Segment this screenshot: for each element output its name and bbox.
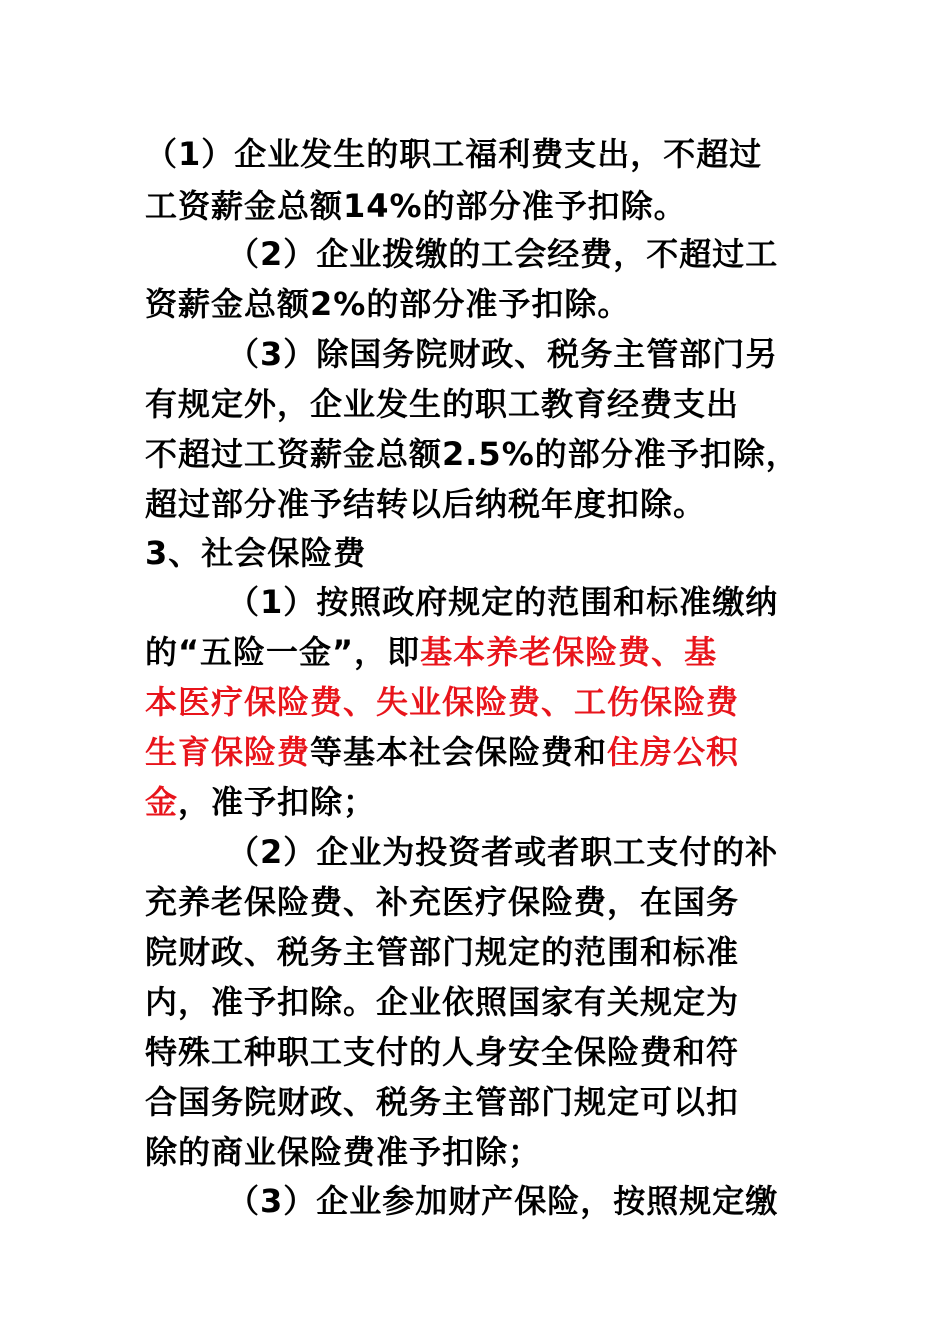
- text-line: 除的商业保险费准予扣除；: [145, 1133, 542, 1171]
- text-line: [145, 776, 825, 828]
- text-line: （2）企业拨缴的工会经费，不超过工: [227, 235, 779, 273]
- text-line: 内，准予扣除。企业依照国家有关规定为: [145, 983, 740, 1021]
- text-line: （3）企业参加财产保险，按照规定缴: [227, 1182, 779, 1220]
- highlighted-text: 本医疗保险费、失业保险费、工伤保险费: [145, 683, 740, 721]
- highlighted-text: 金: [145, 783, 179, 821]
- text-line: 院财政、税务主管部门规定的范围和标准: [145, 933, 740, 971]
- text-line: （1）企业发生的职工福利费支出，不超过: [145, 135, 763, 173]
- highlighted-text: 基本养老保险费、基: [420, 633, 718, 671]
- section-heading: 3、社会保险费: [145, 534, 367, 572]
- text-line: 特殊工种职工支付的人身安全保险费和符: [145, 1033, 740, 1071]
- text-line: 工资薪金总额14%的部分准予扣除。: [145, 187, 687, 225]
- text-run: 的“五险一金”，即: [145, 633, 421, 671]
- text-line: 超过部分准予结转以后纳税年度扣除。: [145, 485, 707, 523]
- text-line: 充养老保险费、补充医疗保险费，在国务: [145, 883, 740, 921]
- text-line: [145, 726, 825, 778]
- text-line: [145, 626, 825, 678]
- text-line: 有规定外，企业发生的职工教育经费支出: [145, 385, 740, 423]
- text-line: 资薪金总额2%的部分准予扣除。: [145, 285, 631, 323]
- text-run: ，准予扣除；: [178, 783, 377, 821]
- text-run: 等基本社会保险费和: [310, 733, 608, 771]
- text-line: （1）按照政府规定的范围和标准缴纳: [227, 583, 779, 621]
- text-line: 合国务院财政、税务主管部门规定可以扣: [145, 1083, 740, 1121]
- highlighted-text: 生育保险费: [145, 733, 311, 771]
- highlighted-text: 住房公积: [607, 733, 740, 771]
- text-line: （2）企业为投资者或者职工支付的补: [227, 833, 779, 871]
- text-line: 不超过工资薪金总额2.5%的部分准予扣除，: [145, 435, 799, 473]
- text-line: （3）除国务院财政、税务主管部门另: [227, 335, 779, 373]
